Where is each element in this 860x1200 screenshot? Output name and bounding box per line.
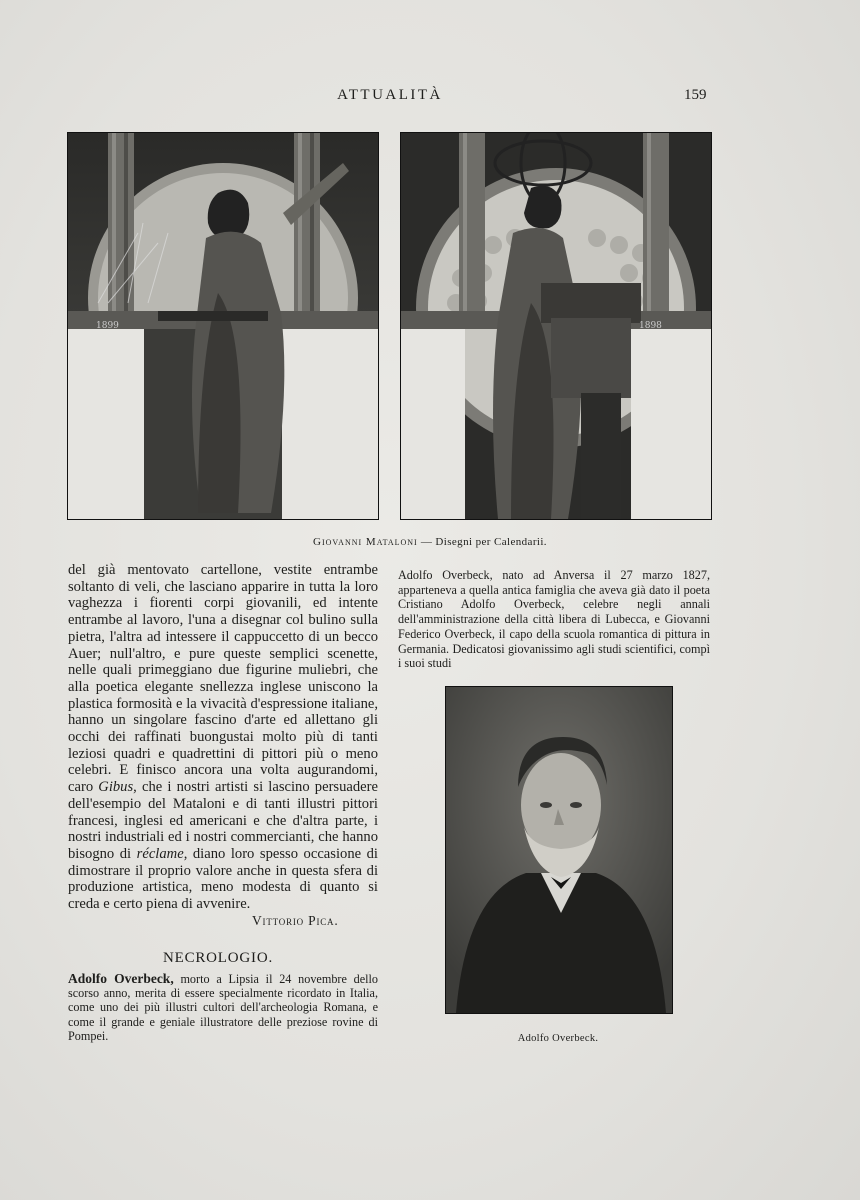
plate-left-illustration	[67, 132, 379, 520]
article-paragraph: del già mentovato cartellone, vestite entrambe soltanto di veli, che lasciano apparire in tutta la loro vaghezza i fiorenti corpi giovanili, ed intente entrambe al lavoro, l'una a disegnar col bulino sulla pietra, l'altra ad intessere il cappuccetto di un becco Auer; null'altro, e pure queste semplici scenette, nelle quali primeggiano due figurine muliebri, che alla poetica elegante snellezza inglese uniscono la plastica formosità e la vivacità d'espressione italiane, hanno un singolare fascino d'arte ed allettano gli occhi dei raffinati buongustai molto più di tanti leziosi quadri e quadrettini di pittori più o meno celebri. E finisco ancora una volta augurandomi, caro Gibus, che i nostri artisti si lascino persuadere dell'esempio del Mataloni e di tanti illustri pittori francesi, inglesi ed americani e che d'altra parte, i nostri industriali ed i nostri commercianti, che hanno bisogno di réclame, diano loro spesso occasione di dimostrare il proprio valore anche in questa sfera di produzione artistica, meno modesta di quanto si creda e certo piena di avvenire.	[68, 562, 378, 913]
necrology-text	[68, 972, 378, 1043]
right-column-article	[398, 568, 710, 671]
plate-right-illustration	[400, 132, 712, 520]
portrait-photo	[445, 686, 673, 1014]
plate-caption-author: Giovanni Mataloni	[313, 536, 418, 548]
italic-word: réclame	[136, 845, 184, 862]
page-number: 159	[684, 87, 707, 103]
necrology-body: morto a Lipsia il 24 novembre dello scorso anno, merita di essere specialmente ricordato in Italia, come uno dei più illustri cultori dell'archeologia Romana, e come il grande e geniale illustratore delle preziose rovine di Pompei.	[68, 972, 378, 1043]
necrology-lead-name: Adolfo Overbeck,	[68, 971, 174, 986]
article-signature: Vittorio Pica.	[252, 913, 339, 928]
portrait-caption: Adolfo Overbeck.	[517, 1033, 599, 1044]
plate-caption	[0, 536, 860, 548]
plate-caption-text: — Disegni per Calendarii.	[417, 536, 547, 548]
right-column-paragraph: Adolfo Overbeck, nato ad Anversa il 27 marzo 1827, apparteneva a quella antica famiglia che aveva già dato il poeta Cristiano Adolfo Overbeck, celebre negli annali dell'amministrazione della città libera di Lubecca, e Giovanni Federico Overbeck, il capo della scuola romantica di pittura in Germania. Dedicatosi giovanissimo agli studi scientifici, compì i suoi studi	[398, 568, 710, 671]
necrology-heading: NECROLOGIO.	[162, 950, 274, 966]
italic-name: Gibus	[98, 779, 134, 796]
plate-right-year: 1898	[639, 321, 662, 331]
plate-left-year: 1899	[96, 321, 119, 331]
running-header: ATTUALITÀ	[337, 87, 443, 103]
left-column-article	[68, 562, 378, 913]
